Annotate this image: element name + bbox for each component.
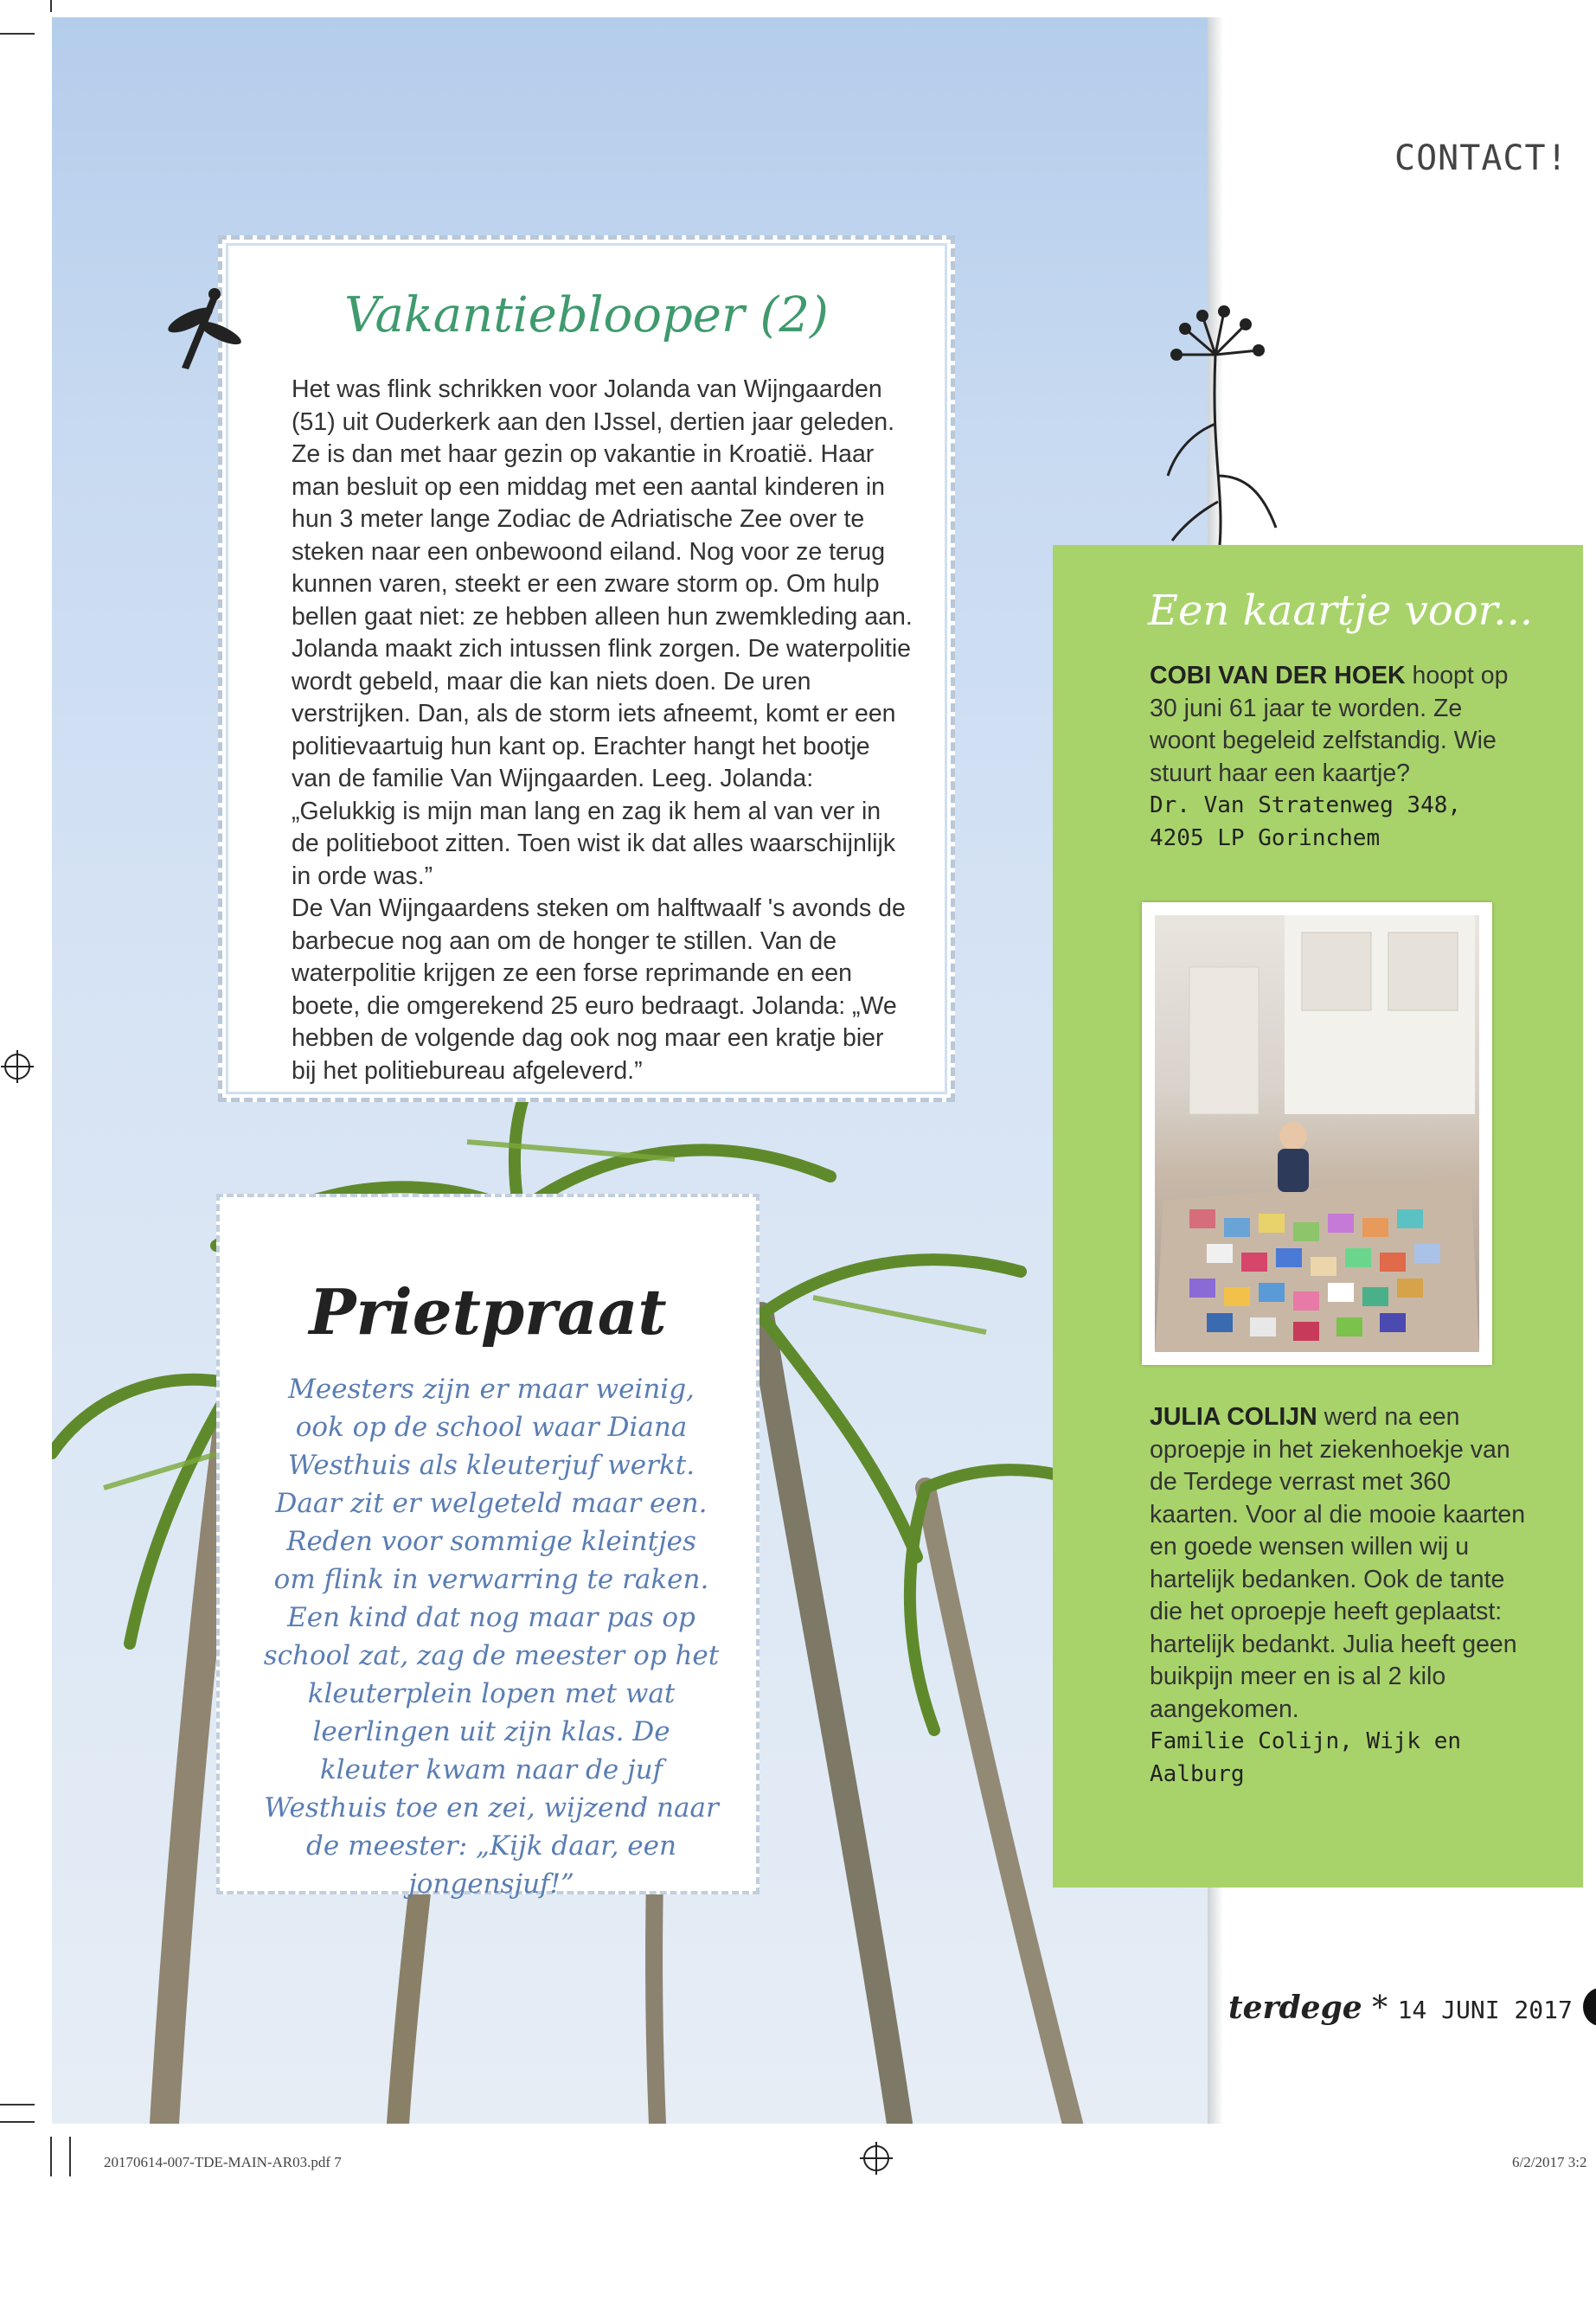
- plant-illustration: [1151, 303, 1298, 545]
- print-slug-stamp: 6/2/2017 3:2: [1512, 2154, 1587, 2170]
- thanks-signature-line: Aalburg: [1150, 1760, 1245, 1787]
- crop-mark: [50, 2137, 52, 2176]
- footer-separator: *: [1372, 1990, 1388, 2026]
- crop-mark: [0, 33, 35, 35]
- page-tab-marker: [1583, 1988, 1596, 2026]
- vakantieblooper-paragraph: De Van Wijngaardens steken om halftwaalf 's avonds de barbecue nog aan om de honger te stillen. Van de waterpolitie krijgen ze een forse reprimande en een boete, die omgerekend 25 euro bedraagt. Jolanda: „We hebben de volgende dag ook nog maar een kratje bier bij het politiebureau afgeleverd.”: [292, 894, 906, 1085]
- vakantieblooper-body: [292, 374, 914, 1087]
- footer-date: 14 JUNI 2017: [1397, 1996, 1573, 2024]
- crop-mark: [50, 0, 52, 12]
- vakantieblooper-card: [218, 235, 955, 1102]
- prietpraat-card: [216, 1194, 760, 1900]
- kaartje-title: Een kaartje voor...: [1148, 586, 1534, 635]
- print-slug-file: 20170614-007-TDE-MAIN-AR03.pdf 7: [104, 2154, 342, 2170]
- section-header: CONTACT!: [1394, 138, 1568, 178]
- photo-image: [1155, 915, 1479, 1352]
- dragonfly-icon: [164, 285, 242, 372]
- footer-brand: terdege: [1228, 1990, 1362, 2026]
- julia-photo: [1142, 902, 1492, 1365]
- registration-mark: [863, 2145, 889, 2171]
- kaartje-name: COBI VAN DER HOEK: [1150, 662, 1406, 689]
- kaartje-address-line: Dr. Van Stratenweg 348,: [1150, 792, 1462, 818]
- thanks-signature-line: Familie Colijn, Wijk en: [1150, 1728, 1462, 1754]
- kaartje-request: [1150, 660, 1530, 855]
- vakantieblooper-title: Vakantieblooper (2): [344, 287, 829, 343]
- vakantieblooper-paragraph: Het was flink schrikken voor Jolanda van Wijngaarden (51) uit Ouderkerk aan den IJssel, dertien jaar geleden. Ze is dan met haar gezin op vakantie in Kroatië. Haar man besluit op een middag met een aantal kinderen in hun 3 meter lange Zodiac de Adriatische Zee over te steken naar een onbewoond eiland. Nog voor ze terug kunnen varen, steekt er een zware storm op. Om hulp bellen gaat niet: ze hebben alleen hun zwemkleding aan.: [292, 375, 913, 631]
- crop-mark: [69, 2137, 71, 2176]
- kaartje-request-text: hoopt op 30 juni 61 jaar te worden. Ze woont begeleid zelfstandig. Wie stuurt haar een kaartje?: [1150, 662, 1509, 787]
- prietpraat-body: Meesters zijn er maar weinig, ook op de school waar Diana Westhuis als kleuterjuf werkt. Daar zit er welgeteld maar een. Reden voor sommige kleintjes om flink in verwarring te raken. Een kind dat nog maar pas op school zat, zag de meester op het kleuterplein lopen met wat leerlingen uit zijn klas. De kleuter kwam naar de juf Westhuis toe en zei, wijzend naar de meester: „Kijk daar, een jongensjuf!”: [263, 1374, 720, 1900]
- thanks-name: JULIA COLIJN: [1150, 1403, 1317, 1431]
- photo-illustration: [1155, 915, 1479, 1352]
- kaartje-thanks: [1150, 1401, 1530, 1791]
- crop-mark: [0, 2104, 35, 2106]
- kaartje-address-line: 4205 LP Gorinchem: [1150, 824, 1381, 851]
- vakantieblooper-paragraph: Jolanda maakt zich intussen flink zorgen. De waterpolitie wordt gebeld, maar die kan niets doen. De uren verstrijken. Dan, als de storm iets afneemt, komt er een politievaartuig hun kant op. Erachter hangt het bootje van de familie Van Wijngaarden. Leeg. Jolanda: „Gelukkig is mijn man lang en zag ik hem al van ver in de politieboot zitten. Toen wist ik dat alles waarschijnlijk in orde was.”: [292, 635, 912, 890]
- crop-mark: [0, 2121, 35, 2123]
- registration-mark: [4, 1054, 30, 1080]
- page-footer: [1228, 1990, 1573, 2026]
- prietpraat-title: Prietpraat: [309, 1275, 667, 1349]
- thanks-text: werd na een oproepje in het ziekenhoekje van de Terdege verrast met 360 kaarten. Voor al die mooie kaarten en goede wensen willen wij u hartelijk bedanken. Ook de tante die het oproepje heeft geplaatst: hartelijk bedankt. Julia heeft geen buikpijn meer en is al 2 kilo aangekomen.: [1150, 1403, 1526, 1723]
